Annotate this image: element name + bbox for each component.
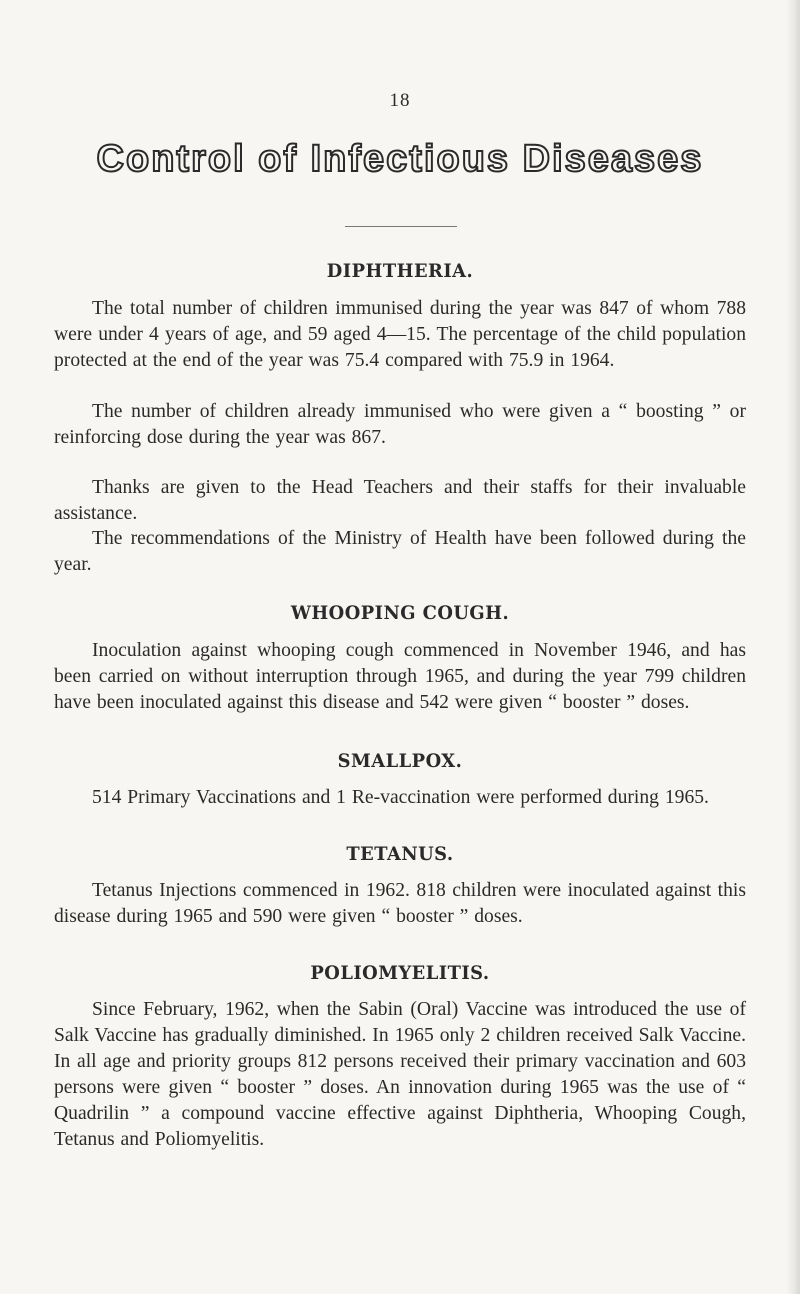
paragraph bbox=[54, 296, 746, 374]
paragraph-text: The recommendations of the Ministry of Health have been followed during the year. bbox=[54, 528, 746, 575]
section-heading-tetanus: TETANUS. bbox=[346, 843, 454, 865]
paragraph bbox=[54, 638, 746, 716]
paragraph bbox=[54, 399, 746, 451]
paragraph-text: Since February, 1962, when the Sabin (Oral) Vaccine was introduced the use of Salk Vaccine has gradually diminished. In 1965 only 2 children received Salk Vaccine. In all age and priority groups 812 persons received their primary vaccination and 603 persons were given “ booster ” doses. An innovation during 1965 was the use of “ Quadrilin ” a compound vaccine effective against Diphtheria, Whooping Cough, Tetanus and Poliomyelitis. bbox=[54, 999, 746, 1150]
paragraph bbox=[54, 785, 746, 811]
paragraph-text: Inoculation against whooping cough commenced in November 1946, and has been carried on without interruption through 1965, and during the year 799 children have been inoculated against this disease and 542 were given “ booster ” doses. bbox=[54, 640, 746, 713]
section-heading-diphtheria: DIPHTHERIA. bbox=[326, 260, 474, 282]
section-heading-poliomyelitis: POLIOMYELITIS. bbox=[310, 962, 490, 984]
paragraph bbox=[54, 878, 746, 930]
title-divider bbox=[345, 226, 457, 227]
page-edge-shadow bbox=[786, 0, 800, 1294]
paragraph-text: The total number of children immunised during the year was 847 of whom 788 were under 4 years of age, and 59 aged 4—15. The percentage of the child population protected at the end of the year was 75.4 compared with 75.9 in 1964. bbox=[54, 298, 746, 371]
section-heading-smallpox: SMALLPOX. bbox=[337, 750, 463, 772]
paragraph-text: Tetanus Injections commenced in 1962. 818 children were inoculated against this disease during 1965 and 590 were given “ booster ” doses. bbox=[54, 880, 746, 927]
paragraph-text: The number of children already immunised who were given a “ boosting ” or reinforcing dose during the year was 867. bbox=[54, 401, 746, 448]
page-title: Control of Infectious Diseases bbox=[96, 138, 704, 180]
section-heading-whooping-cough: WHOOPING COUGH. bbox=[290, 602, 510, 624]
paragraph-text: Thanks are given to the Head Teachers and their staffs for their invaluable assistance. bbox=[54, 477, 746, 524]
paragraph bbox=[54, 475, 746, 527]
page-number: 18 bbox=[389, 90, 411, 111]
paragraph-text: 514 Primary Vaccinations and 1 Re-vaccination were performed during 1965. bbox=[92, 787, 709, 808]
paragraph bbox=[54, 997, 746, 1153]
paragraph bbox=[54, 526, 746, 578]
